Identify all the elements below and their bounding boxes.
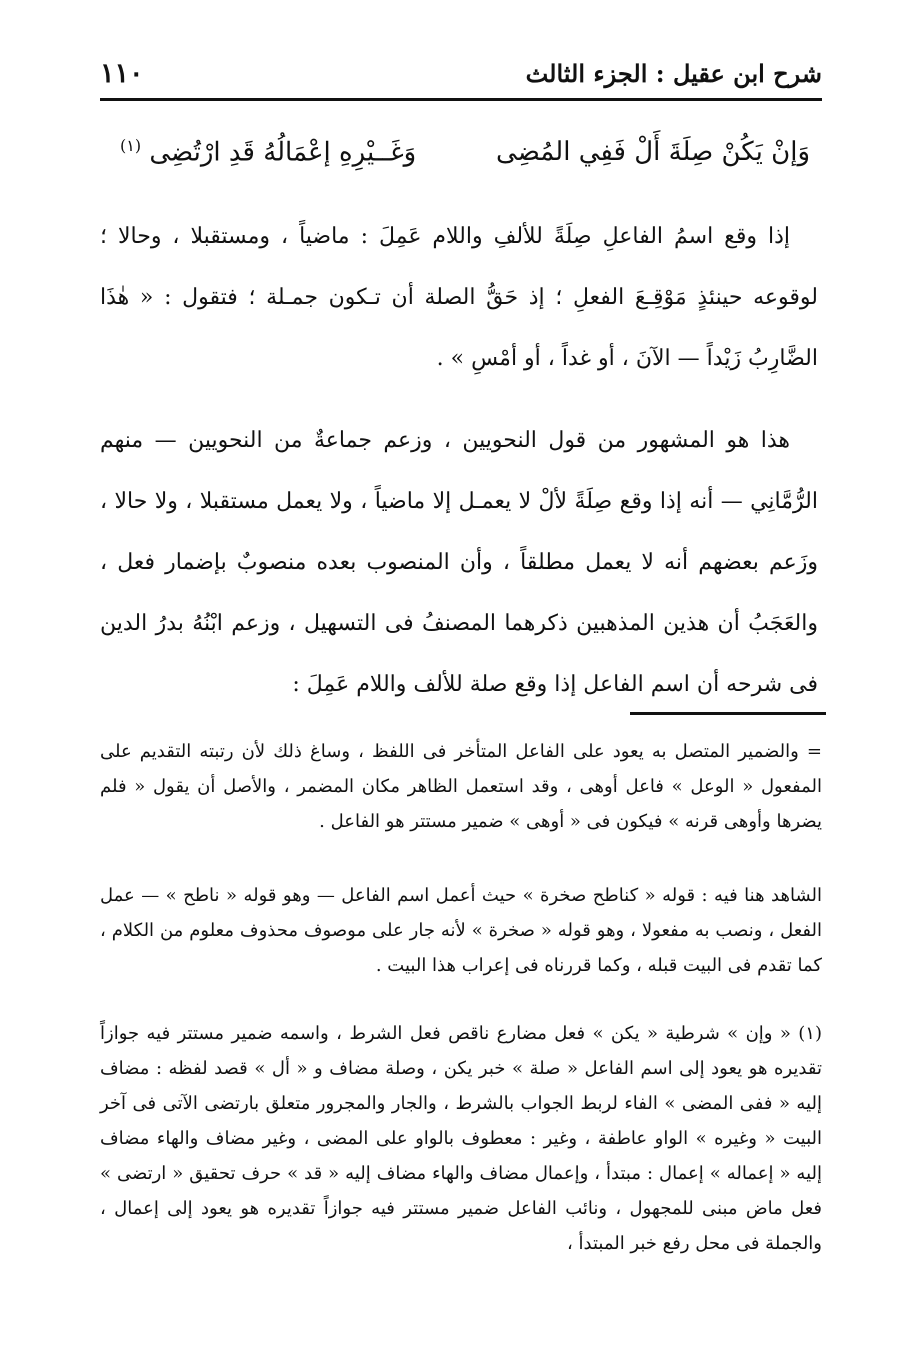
page-header xyxy=(100,52,822,94)
footnote-continued: = والضمير المتصل به يعود على الفاعل المتأخر فى اللفظ ، وساغ ذلك لأن رتبته التقديم على المفعول « الوعل » فاعل أوهى ، وقد استعمل الظاهر مكان المضمر ، والأصل أن يقول « فلم يضرها وأوهى قرنه » فيكون فى « أوهى » ضمير مستتر هو الفاعل . xyxy=(100,741,822,832)
footnote-separator xyxy=(630,712,826,715)
footnote-shahid: الشاهد هنا فيه : قوله « كناطح صخرة » حيث أعمل اسم الفاعل — وهو قوله « ناطح » — عمل الفعل ، ونصب به مفعولا ، وهو قوله « صخرة » لأنه جار على موصوف محذوف معلوم من الكلام ، كما تقدم فى البيت قبله ، وكما قررناه فى إعراب هذا البيت . xyxy=(100,885,822,976)
running-title: شرح ابن عقيل : الجزء الثالث xyxy=(525,58,822,88)
page-number: ١١٠ xyxy=(100,57,144,89)
header-rule xyxy=(100,98,822,101)
verse-footnote-mark: (١) xyxy=(120,136,142,156)
main-paragraph-1: إذا وقع اسمُ الفاعلِ صِلَةً للألفِ واللام عَمِلَ : ماضياً ، ومستقبلا ، وحالا ؛ لوقوعه حينئذٍ مَوْقِـعَ الفعلِ ؛ إذ حَقُّ الصلة أن تـكون جمـلة ؛ فتقول : « هٰذَا الضَّارِبُ زَيْداً — الآنَ ، أو غداً ، أو أمْسِ » . xyxy=(100,224,818,371)
footnote-1: (١) « وإن » شرطية « يكن » فعل مضارع ناقص فعل الشرط ، واسمه ضمير مستتر فيه جوازاً تقديره هو يعود إلى اسم الفاعل « صلة » خبر يكن ، وصلة مضاف و « أل » قصد لفظه : مضاف إليه « ففى المضى » الفاء لربط الجواب بالشرط ، والجار والمجرور متعلق بارتضى الآتى فى آخر البيت « وغيره » الواو عاطفة ، وغير : معطوف بالواو على المضى ، وغير مضاف والهاء مضاف إليه « إعماله » إعمال : مبتدأ ، وإعمال مضاف والهاء مضاف إليه « قد » حرف تحقيق « ارتضى » فعل ماض مبنى للمجهول ، ونائب الفاعل ضمير مستتر فيه جوازاً تقديره هو يعود إلى إعمال ، والجملة فى محل رفع خبر المبتدأ ، xyxy=(100,1023,822,1254)
verse-first-hemistich: وَإنْ يَكُنْ صِلَةَ أَلْ فَفِي المُضِى xyxy=(496,137,810,167)
main-paragraph-2: هذا هو المشهور من قول النحويين ، وزعم جماعةٌ من النحويين — منهم الرُّمَّانِي — أنه إذا وقع صِلَةً لألْ لا يعمـل إلا ماضياً ، ولا يعمل مستقبلا ، ولا حالا ، وزَعم بعضهم أنه لا يعمل مطلقاً ، وأن المنصوب بعده منصوبٌ بإضمار فعل ، والعَجَبُ أن هذين المذهبين ذكرهما المصنفُ فى التسهيل ، وزعم ابْنُهُ بدرُ الدين فى شرحه أن اسم الفاعل إذا وقع صلة للألف واللام عَمِلَ : xyxy=(100,428,818,697)
poem-verse xyxy=(120,128,810,176)
verse-second-hemistich: وَغَــيْرِهِ إعْمَالُهُ قَدِ ارْتُضِى xyxy=(149,137,417,168)
verse-second-hemistich-wrap xyxy=(120,136,416,168)
